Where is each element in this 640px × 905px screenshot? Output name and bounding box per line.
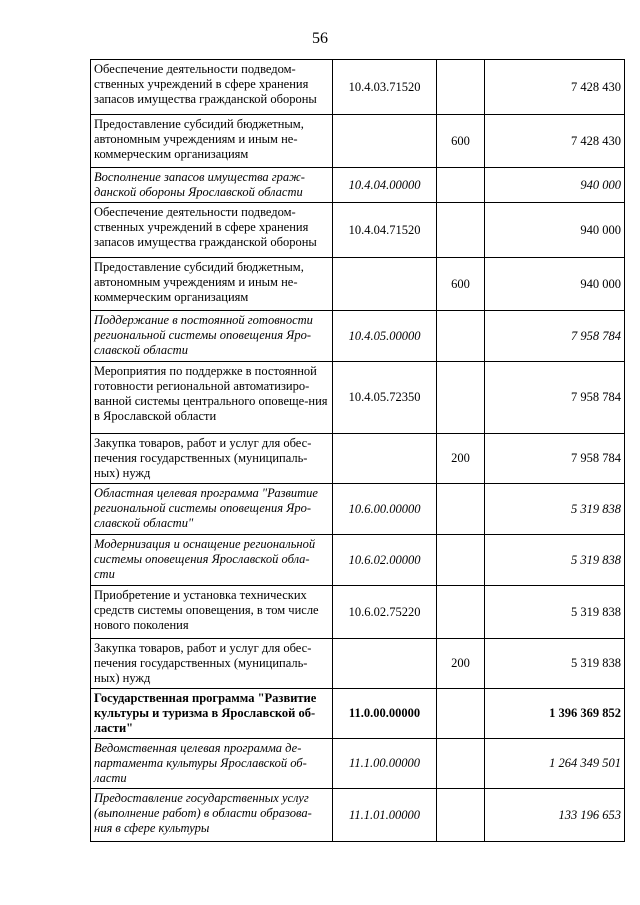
row-code: 11.0.00.00000: [333, 689, 437, 739]
row-name: Областная целевая программа "Развитие региональной системы оповещения Яро-славской области": [91, 484, 333, 535]
row-sum: 1 396 369 852: [485, 689, 625, 739]
row-sum: 7 428 430: [485, 115, 625, 168]
row-code: 10.4.04.71520: [333, 203, 437, 258]
row-expense-type: [437, 535, 485, 586]
row-code: [333, 115, 437, 168]
row-expense-type: [437, 168, 485, 203]
table-row: [91, 258, 625, 311]
row-expense-type: [437, 311, 485, 362]
table-row: [91, 203, 625, 258]
row-name: Предоставление субсидий бюджетным, автономным учреждениям и иным не-коммерческим организациям: [91, 258, 333, 311]
row-code: 10.4.03.71520: [333, 60, 437, 115]
row-sum: 7 958 784: [485, 434, 625, 484]
row-expense-type: 600: [437, 115, 485, 168]
row-name: Ведомственная целевая программа де-партамента культуры Ярославской об-ласти: [91, 739, 333, 789]
row-sum: 940 000: [485, 168, 625, 203]
row-name: Предоставление субсидий бюджетным, автономным учреждениям и иным не-коммерческим организациям: [91, 115, 333, 168]
row-sum: 5 319 838: [485, 586, 625, 639]
row-code: 10.4.04.00000: [333, 168, 437, 203]
row-sum: 133 196 653: [485, 789, 625, 842]
row-sum: 5 319 838: [485, 535, 625, 586]
table-row: [91, 115, 625, 168]
table-row: [91, 60, 625, 115]
row-name: Обеспечение деятельности подведом-ственных учреждений в сфере хранения запасов имущества гражданской обороны: [91, 203, 333, 258]
row-expense-type: [437, 362, 485, 434]
row-sum: 5 319 838: [485, 484, 625, 535]
row-code: 11.1.00.00000: [333, 739, 437, 789]
table-row: [91, 311, 625, 362]
row-code: [333, 258, 437, 311]
row-sum: 5 319 838: [485, 639, 625, 689]
row-name: Поддержание в постоянной готовности региональной системы оповещения Яро-славской области: [91, 311, 333, 362]
table-row: [91, 434, 625, 484]
row-code: [333, 434, 437, 484]
table-row: [91, 739, 625, 789]
row-code: [333, 639, 437, 689]
row-name: Восполнение запасов имущества граж-данской обороны Ярославской области: [91, 168, 333, 203]
row-sum: 1 264 349 501: [485, 739, 625, 789]
table-row: [91, 586, 625, 639]
row-code: 10.6.02.00000: [333, 535, 437, 586]
row-name: Предоставление государственных услуг (выполнение работ) в области образова-ния в сфере культуры: [91, 789, 333, 842]
row-expense-type: 200: [437, 639, 485, 689]
row-name: Мероприятия по поддержке в постоянной готовности региональной автоматизиро-ванной системы центрального оповеще-ния в Ярославской области: [91, 362, 333, 434]
page-number: 56: [312, 30, 328, 47]
table-row: [91, 168, 625, 203]
table-row: [91, 789, 625, 842]
row-sum: 940 000: [485, 258, 625, 311]
row-sum: 7 958 784: [485, 311, 625, 362]
row-expense-type: [437, 739, 485, 789]
budget-table: [90, 59, 625, 842]
table-row: [91, 484, 625, 535]
row-code: 11.1.01.00000: [333, 789, 437, 842]
row-name: Закупка товаров, работ и услуг для обес-печения государственных (муниципаль-ных) нужд: [91, 434, 333, 484]
row-expense-type: [437, 586, 485, 639]
row-name: Приобретение и установка технических средств системы оповещения, в том числе нового поколения: [91, 586, 333, 639]
row-expense-type: [437, 484, 485, 535]
row-name: Модернизация и оснащение региональной системы оповещения Ярославской обла-сти: [91, 535, 333, 586]
table-row: [91, 689, 625, 739]
row-name: Государственная программа "Развитие культуры и туризма в Ярославской об-ласти": [91, 689, 333, 739]
row-expense-type: [437, 689, 485, 739]
row-code: 10.4.05.72350: [333, 362, 437, 434]
row-sum: 7 428 430: [485, 60, 625, 115]
row-code: 10.6.00.00000: [333, 484, 437, 535]
row-expense-type: 200: [437, 434, 485, 484]
row-name: Обеспечение деятельности подведом-ственных учреждений в сфере хранения запасов имущества гражданской обороны: [91, 60, 333, 115]
table-row: [91, 362, 625, 434]
row-name: Закупка товаров, работ и услуг для обес-печения государственных (муниципаль-ных) нужд: [91, 639, 333, 689]
row-expense-type: [437, 60, 485, 115]
row-expense-type: 600: [437, 258, 485, 311]
table-row: [91, 639, 625, 689]
row-code: 10.6.02.75220: [333, 586, 437, 639]
row-sum: 7 958 784: [485, 362, 625, 434]
row-code: 10.4.05.00000: [333, 311, 437, 362]
table-row: [91, 535, 625, 586]
row-sum: 940 000: [485, 203, 625, 258]
row-expense-type: [437, 789, 485, 842]
row-expense-type: [437, 203, 485, 258]
